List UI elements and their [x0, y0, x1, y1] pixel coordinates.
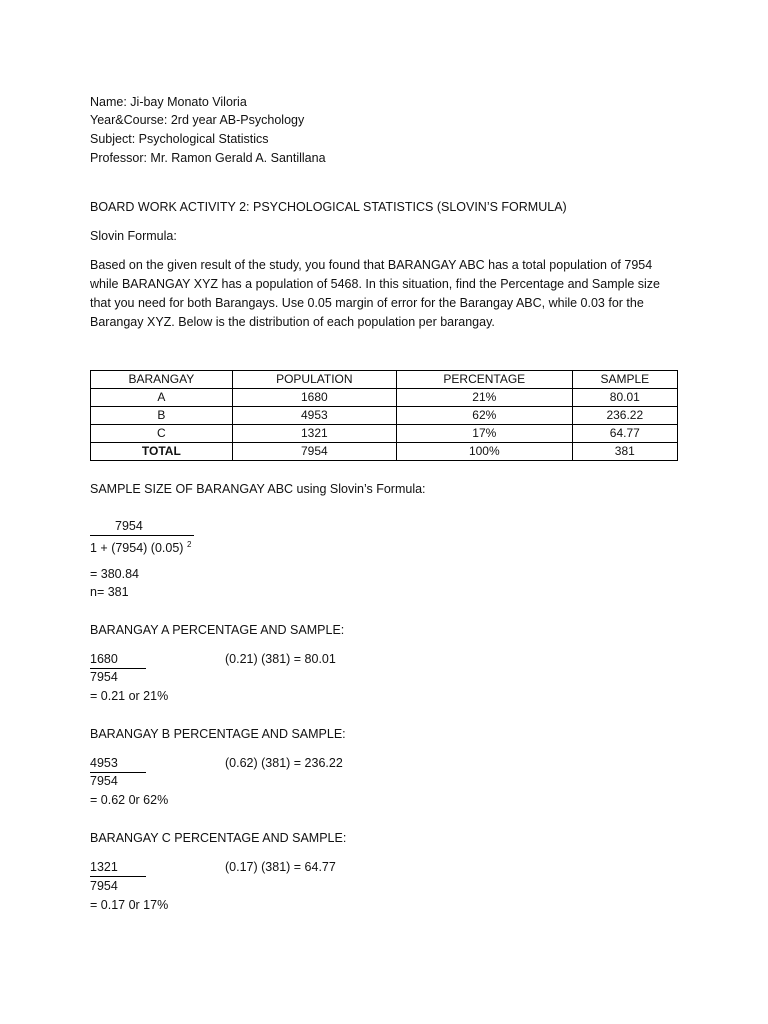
sample-n: n= 381	[90, 585, 129, 599]
numerator-value: 1680	[90, 650, 146, 669]
table-row	[91, 389, 678, 407]
table-row	[91, 407, 678, 425]
barangay-a-sample-calc: (0.21) (381) = 80.01	[225, 652, 336, 666]
numerator-value: 7954	[115, 519, 143, 533]
table-header: SAMPLE	[572, 371, 677, 389]
barangay-b-result: = 0.62 0r 62%	[90, 793, 169, 807]
barangay-a-result: = 0.21 or 21%	[90, 689, 169, 703]
fraction-line	[90, 517, 194, 536]
table-cell: A	[91, 389, 233, 407]
slovin-denominator	[90, 536, 191, 557]
table-cell: 17%	[396, 425, 572, 443]
barangay-c-denominator: 7954	[90, 879, 118, 893]
subject: Subject: Psychological Statistics	[90, 132, 269, 146]
table-cell: C	[91, 425, 233, 443]
year-course: Year&Course: 2rd year AB-Psychology	[90, 113, 305, 127]
barangay-b-heading: BARANGAY B PERCENTAGE AND SAMPLE:	[90, 727, 346, 741]
table-cell: 1680	[232, 389, 396, 407]
table-cell: B	[91, 407, 233, 425]
student-name: Name: Ji-bay Monato Viloria	[90, 95, 247, 109]
table-cell: TOTAL	[91, 443, 233, 461]
table-header-row	[91, 371, 678, 389]
professor: Professor: Mr. Ramon Gerald A. Santillana	[90, 151, 326, 165]
problem-text: Based on the given result of the study, you found that BARANGAY ABC has a total population of 7954 while BARANGAY XYZ has a population of 5468. In this situation, find the Percentage and Sample size that you need for both Barangays. Use 0.05 margin of error for the Barangay ABC, while 0.03 for the Barangay XYZ. Below is the distribution of each population per barangay.	[90, 258, 661, 329]
table-header: PERCENTAGE	[396, 371, 572, 389]
activity-title: BOARD WORK ACTIVITY 2: PSYCHOLOGICAL STATISTICS (SLOVIN’S FORMULA)	[90, 200, 567, 214]
barangay-a-heading: BARANGAY A PERCENTAGE AND SAMPLE:	[90, 623, 345, 637]
barangay-c-heading: BARANGAY C PERCENTAGE AND SAMPLE:	[90, 831, 347, 845]
table-row	[91, 425, 678, 443]
barangay-a-denominator: 7954	[90, 670, 118, 684]
barangay-c-result: = 0.17 0r 17%	[90, 898, 169, 912]
table-cell: 1321	[232, 425, 396, 443]
table-cell: 381	[572, 443, 677, 461]
sample-size-heading: SAMPLE SIZE OF BARANGAY ABC using Slovin’s Formula:	[90, 482, 426, 496]
slovin-result: = 380.84	[90, 567, 140, 581]
numerator-value: 4953	[90, 754, 146, 773]
formula-label: Slovin Formula:	[90, 229, 177, 243]
table-total-row	[91, 443, 678, 461]
table-cell: 62%	[396, 407, 572, 425]
denominator-value: 1 + (7954) (0.05)	[90, 541, 184, 555]
barangay-b-denominator: 7954	[90, 774, 118, 788]
slovin-numerator	[90, 517, 194, 536]
exponent: 2	[186, 540, 192, 549]
barangay-a-numerator	[90, 650, 146, 669]
table-cell: 100%	[396, 443, 572, 461]
table-header: BARANGAY	[91, 371, 233, 389]
barangay-c-sample-calc: (0.17) (381) = 64.77	[225, 860, 336, 874]
table-cell: 4953	[232, 407, 396, 425]
table-cell: 64.77	[572, 425, 677, 443]
table-cell: 80.01	[572, 389, 677, 407]
table-cell: 21%	[396, 389, 572, 407]
barangay-c-numerator	[90, 858, 146, 877]
table-header: POPULATION	[232, 371, 396, 389]
numerator-value: 1321	[90, 858, 146, 877]
distribution-table	[90, 370, 678, 461]
table-cell: 7954	[232, 443, 396, 461]
table-cell: 236.22	[572, 407, 677, 425]
barangay-b-sample-calc: (0.62) (381) = 236.22	[225, 756, 343, 770]
barangay-b-numerator	[90, 754, 146, 773]
